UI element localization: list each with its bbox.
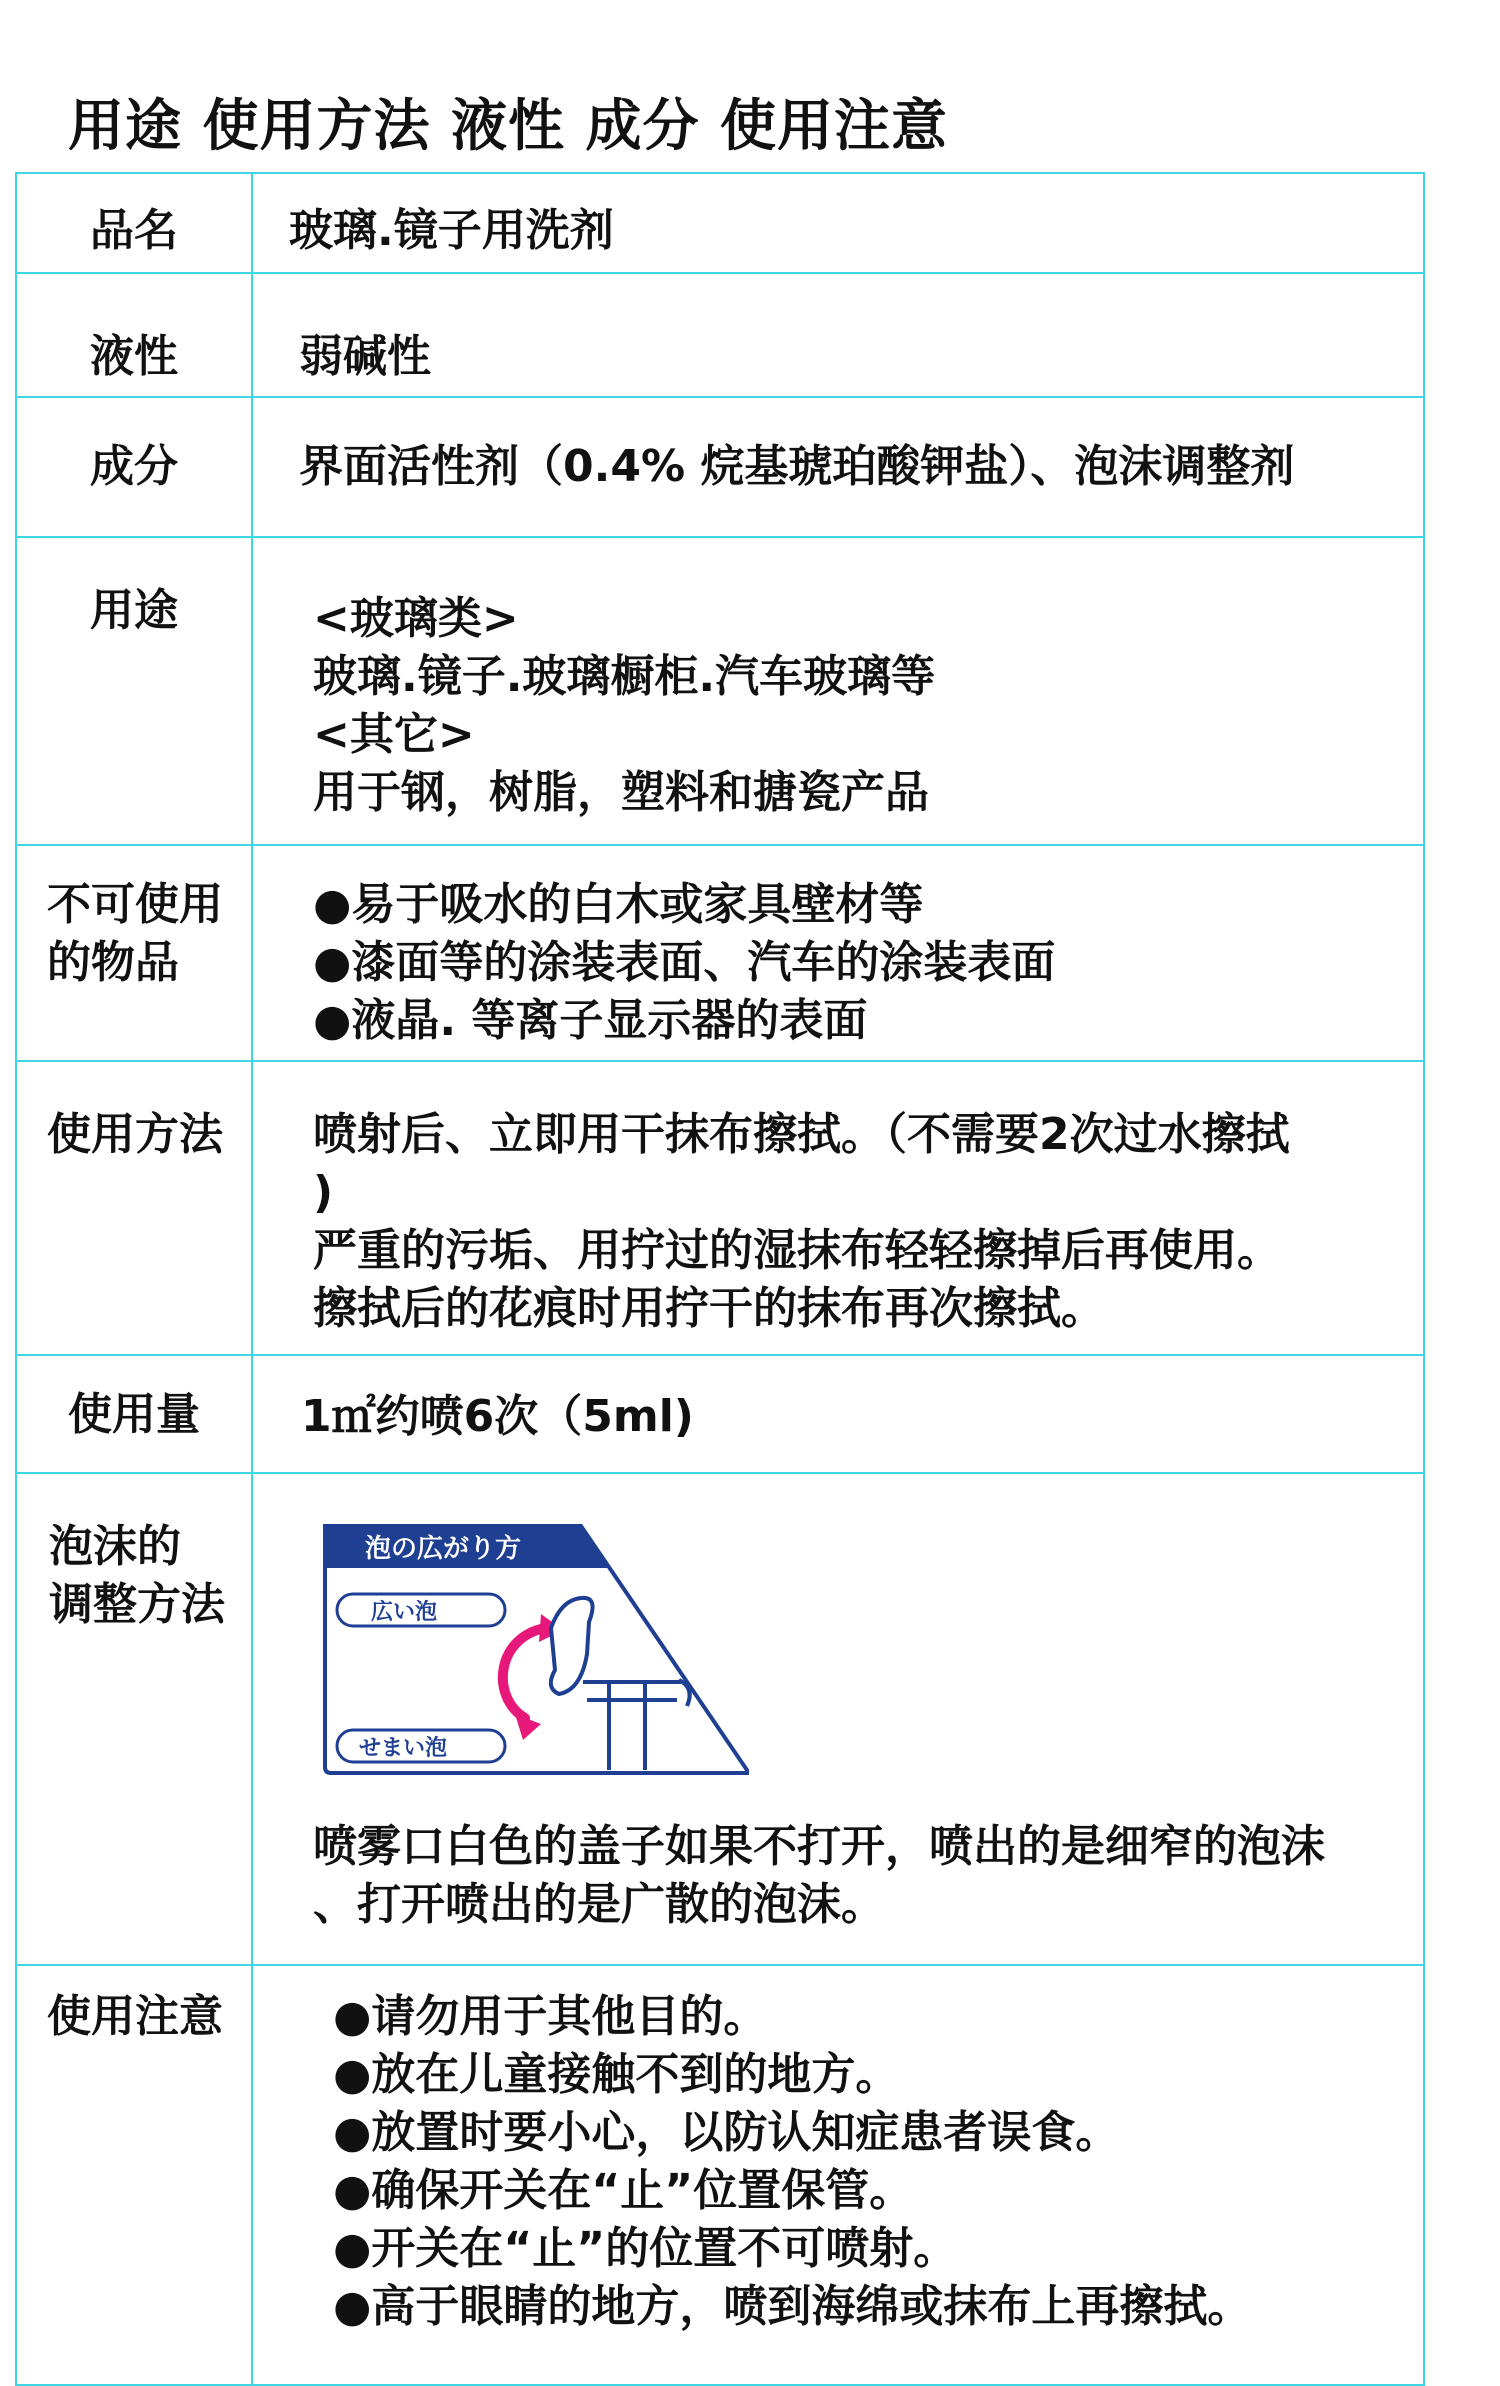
table-row-product-name	[16, 173, 1424, 273]
row-label-not-usable	[17, 846, 251, 992]
label-cell	[16, 273, 252, 397]
uses-line: <其它>	[313, 709, 475, 760]
caution-item: ●放在儿童接触不到的地方。	[333, 2049, 900, 2100]
usage-line: 喷射后、立即用干抹布擦拭。（不需要2次过水擦拭	[313, 1109, 1290, 1160]
cautions-list	[253, 1966, 1423, 2336]
value-cell	[252, 1965, 1424, 2385]
row-label-amount: 使用量	[68, 1389, 200, 1440]
value-cell	[252, 273, 1424, 397]
diagram-title: 泡の広がり方	[365, 1534, 522, 1564]
value-cell	[252, 1061, 1424, 1355]
row-label-cautions: 使用注意	[47, 1991, 223, 2042]
label-cell	[16, 845, 252, 1061]
ingredients-value: 界面活性剂（0.4% 烷基琥珀酸钾盐）、泡沫调整剂	[299, 441, 1295, 492]
foam-note-line: 、打开喷出的是广散的泡沫。	[313, 1879, 885, 1930]
table-row-amount	[16, 1355, 1424, 1473]
row-label-ph: 液性	[90, 331, 178, 382]
uses-list	[253, 538, 1423, 822]
label-line: 的物品	[47, 937, 179, 988]
foam-note	[313, 1818, 1383, 1934]
value-cell	[252, 537, 1424, 845]
value-cell	[252, 1473, 1424, 1965]
usage-line: 擦拭后的花痕时用拧干的抹布再次擦拭。	[313, 1283, 1105, 1334]
table-row-uses	[16, 537, 1424, 845]
product-name-value: 玻璃.镜子用洗剂	[289, 205, 614, 256]
wide-foam-label: 広い泡	[371, 1600, 438, 1625]
product-spec-table	[15, 172, 1425, 2386]
row-label-ingredients: 成分	[90, 441, 178, 492]
ph-value: 弱碱性	[299, 331, 431, 382]
uses-line: <玻璃类>	[313, 593, 519, 644]
label-line: 泡沫的	[49, 1521, 181, 1572]
row-label-foam-adjust	[17, 1474, 251, 1634]
value-cell	[252, 173, 1424, 273]
table-row-cautions	[16, 1965, 1424, 2385]
caution-item: ●放置时要小心，以防认知症患者误食。	[333, 2107, 1120, 2158]
label-cell	[16, 1355, 252, 1473]
label-cell	[16, 537, 252, 845]
page-title: 用途 使用方法 液性 成分 使用注意	[68, 94, 948, 159]
value-cell	[252, 1355, 1424, 1473]
list-item: ●易于吸水的白木或家具壁材等	[313, 879, 924, 930]
value-cell	[252, 397, 1424, 537]
label-line: 调整方法	[49, 1579, 225, 1630]
amount-value: 1㎡约喷6次（5ml)	[301, 1391, 694, 1442]
caution-item: ●请勿用于其他目的。	[333, 1991, 768, 2042]
table-row-usage	[16, 1061, 1424, 1355]
foam-adjust-content	[253, 1518, 1423, 1934]
usage-line: )	[313, 1167, 334, 1218]
caution-item: ●高于眼睛的地方，喷到海绵或抹布上再擦拭。	[333, 2281, 1252, 2332]
row-label-usage: 使用方法	[47, 1109, 223, 1160]
usage-instructions	[253, 1062, 1423, 1338]
value-cell	[252, 845, 1424, 1061]
not-usable-list	[253, 846, 1423, 1050]
label-cell	[16, 173, 252, 273]
list-item: ●漆面等的涂装表面、汽车的涂装表面	[313, 937, 1056, 988]
foam-spread-diagram	[319, 1518, 749, 1778]
row-label-uses: 用途	[90, 585, 178, 636]
list-item: ●液晶. 等离子显示器的表面	[313, 995, 868, 1046]
uses-line: 用于钢，树脂，塑料和搪瓷产品	[313, 767, 929, 818]
label-cell	[16, 1965, 252, 2385]
table-row-foam-adjust	[16, 1473, 1424, 1965]
label-cell	[16, 1473, 252, 1965]
caution-item: ●确保开关在“止”位置保管。	[333, 2165, 914, 2216]
row-label-product-name: 品名	[90, 205, 178, 256]
table-row-ingredients	[16, 397, 1424, 537]
caution-item: ●开关在“止”的位置不可喷射。	[333, 2223, 958, 2274]
foam-note-line: 喷雾口白色的盖子如果不打开，喷出的是细窄的泡沫	[313, 1821, 1325, 1872]
label-cell	[16, 397, 252, 537]
table-row-not-usable	[16, 845, 1424, 1061]
usage-line: 严重的污垢、用拧过的湿抹布轻轻擦掉后再使用。	[313, 1225, 1281, 1276]
label-line: 不可使用	[47, 879, 223, 930]
table-row-ph	[16, 273, 1424, 397]
narrow-foam-label: せまい泡	[359, 1736, 448, 1761]
label-cell	[16, 1061, 252, 1355]
uses-line: 玻璃.镜子.玻璃橱柜.汽车玻璃等	[313, 651, 936, 702]
